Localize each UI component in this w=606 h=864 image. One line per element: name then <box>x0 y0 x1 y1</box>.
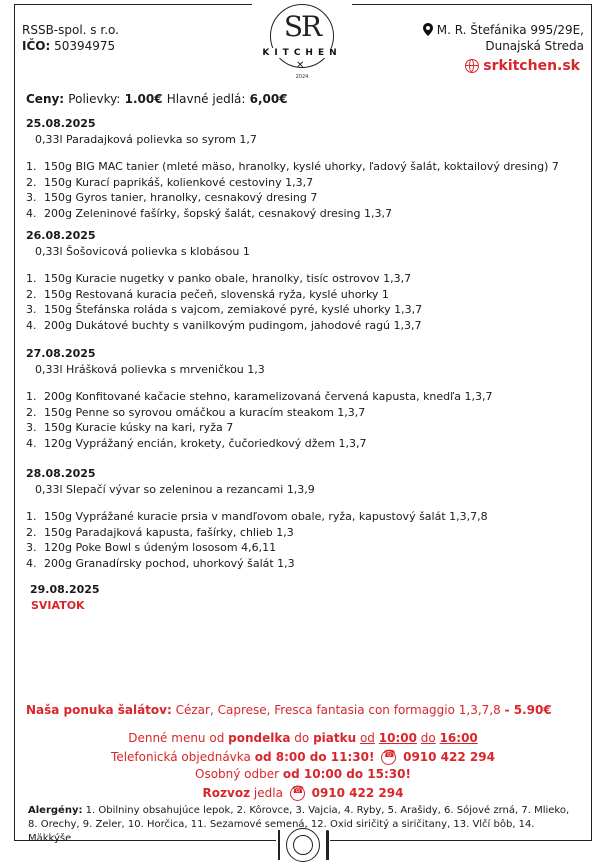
main-dish: 2. 150g Paradajková kapusta, fašírky, chlieb 1,3 <box>40 525 488 541</box>
allergens-text: 1. Obilniny obsahujúce lepok, 2. Kôrovce, 3. Vajcia, 4. Ryby, 5. Arašidy, 6. Sójové zrná, 7. Mlieko, 8. Orechy, 9. Zeler, 10. Horčica, 11. Sezamové semená, 12. Oxid siričitý a siričitany, 13. Vlčí bôb, 14. Mäkkýše <box>28 805 570 844</box>
company-ico <box>22 38 119 54</box>
day-date: 25.08.2025 <box>26 117 96 130</box>
website-link[interactable] <box>465 58 580 74</box>
main-dish: 2. 150g Penne so syrovou omáčkou a kuracím steakom 1,3,7 <box>40 405 493 421</box>
main-dish-list <box>26 509 488 571</box>
day-date: 26.08.2025 <box>26 229 96 242</box>
kitchen-logo <box>252 4 352 86</box>
phone-icon <box>290 786 305 801</box>
ico-label: IČO: <box>22 39 51 53</box>
main-price-label: Hlavné jedlá: <box>166 92 246 106</box>
main-dish: 2. 150g Restovaná kuracia pečeň, slovenská ryža, kyslé uhorky 1 <box>40 287 422 303</box>
menu-time-to: 16:00 <box>439 731 478 745</box>
main-dish: 4. 120g Vyprážaný encián, krokety, čučoriedkový džem 1,3,7 <box>40 436 493 452</box>
company-name: RSSB-spol. s r.o. <box>22 23 119 37</box>
prices-label: Ceny: <box>26 92 65 106</box>
day-menu-monday <box>26 116 559 221</box>
day-date: 27.08.2025 <box>26 347 96 360</box>
main-dish: 3. 150g Kuracie kúsky na kari, ryža 7 <box>40 420 493 436</box>
day-menu-wednesday <box>26 346 493 451</box>
delivery-phone-number[interactable]: 0910 422 294 <box>311 786 404 800</box>
company-info <box>22 22 119 54</box>
main-dish: 4. 200g Dukátové buchty s vanilkovým pudingom, jahodové ragú 1,3,7 <box>40 318 422 334</box>
main-price: 6,00€ <box>249 92 288 106</box>
location-pin-icon <box>423 23 433 36</box>
day-menu-tuesday <box>26 228 422 333</box>
day-soup: 0,33l Slepačí vývar so zeleninou a rezancami 1,3,9 <box>35 482 315 496</box>
day-soup: 0,33l Hrášková polievka s mrveničkou 1,3 <box>35 362 265 376</box>
prices-line <box>26 92 288 106</box>
address-city: Dunajská Streda <box>485 39 584 53</box>
salads-items: Cézar, Caprese, Fresca fantasia con formaggio 1,3,7,8 <box>175 703 501 717</box>
pickup-time: od 10:00 do 15:30! <box>282 767 411 781</box>
menu-day-separator: do <box>294 731 310 745</box>
fork-icon <box>278 830 280 860</box>
phone-order-label: Telefonická objednávka <box>111 750 251 764</box>
main-dish: 3. 150g Štefánska roláda s vajcom, zemiakové pyré, kyslé uhorky 1,3,7 <box>40 302 422 318</box>
soup-price-label: Polievky: <box>68 92 121 106</box>
day-menu-friday <box>26 582 100 613</box>
address-block <box>423 22 584 54</box>
phone-number[interactable]: 0910 422 294 <box>403 750 495 764</box>
phone-icon <box>381 750 396 765</box>
day-date: 28.08.2025 <box>26 467 96 480</box>
day-soup: 0,33l Paradajková polievka so syrom 1,7 <box>35 132 257 146</box>
pickup-label: Osobný odber <box>195 767 280 781</box>
main-dish: 4. 200g Granadírsky pochod, uhorkový šalát 1,3 <box>40 556 488 572</box>
main-dish: 1. 150g BIG MAC tanier (mleté mäso, hranolky, kyslé uhorky, ľadový šalát, koktailový dresing) 7 <box>40 159 559 175</box>
allergens-label: Alergény: <box>28 805 83 816</box>
main-dish: 1. 150g Vyprážané kuracie prsia v mandľovom obale, ryža, kapustový šalát 1,3,7,8 <box>40 509 488 525</box>
main-dish: 2. 150g Kurací paprikáš, kolienkové cestoviny 1,3,7 <box>40 175 559 191</box>
main-dish: 1. 150g Kuracie nugetky v panko obale, hranolky, tisíc ostrovov 1,3,7 <box>40 271 422 287</box>
salads-label: Naša ponuka šalátov: <box>26 703 172 717</box>
ico-value: 50394975 <box>54 39 116 53</box>
globe-icon <box>465 59 479 73</box>
delivery-word: jedla <box>253 786 283 800</box>
salads-price: - 5.90€ <box>504 703 552 717</box>
pickup-line <box>0 767 606 781</box>
delivery-line <box>0 786 606 801</box>
address-line-1 <box>423 22 584 38</box>
main-dish-list <box>26 389 493 451</box>
soup-price: 1.00€ <box>124 92 163 106</box>
menu-hours-prefix: Denné menu od <box>128 731 225 745</box>
delivery-label: Rozvoz <box>202 786 251 800</box>
main-dish: 4. 200g Zeleninové fašírky, šopský šalát, cesnakový dresing 1,3,7 <box>40 206 559 222</box>
cutlery-icon: ✕ <box>296 60 305 71</box>
plate-cutlery-icon <box>276 822 330 864</box>
day-menu-thursday <box>26 466 488 571</box>
menu-to-day: piatku <box>313 731 357 745</box>
address-street: M. R. Štefánika 995/29E, <box>436 23 584 37</box>
phone-order-line <box>0 750 606 765</box>
knife-icon <box>326 830 329 860</box>
frame-border-left <box>14 4 15 840</box>
main-dish: 3. 150g Gyros tanier, hranolky, cesnakový dresing 7 <box>40 190 559 206</box>
plate-inner-ring <box>293 835 313 855</box>
menu-time-separator: do <box>420 731 436 745</box>
main-dish: 1. 200g Konfitované kačacie stehno, karamelizovaná červená kapusta, knedľa 1,3,7 <box>40 389 493 405</box>
menu-from-day: pondelka <box>228 731 291 745</box>
main-dish-list <box>26 271 422 333</box>
day-soup: 0,33l Šošovicová polievka s klobásou 1 <box>35 244 250 258</box>
logo-year: 2024 <box>295 74 309 80</box>
phone-order-time: od 8:00 do 11:30! <box>254 750 375 764</box>
website-text: srkitchen.sk <box>483 58 580 74</box>
salads-offer <box>26 703 552 717</box>
logo-name: KITCHEN <box>252 48 352 58</box>
menu-time-from: 10:00 <box>378 731 417 745</box>
holiday-note: SVIATOK <box>31 598 85 612</box>
menu-hours-line <box>0 731 606 745</box>
day-date: 29.08.2025 <box>30 583 100 596</box>
main-dish: 3. 120g Poke Bowl s údeným lososom 4,6,11 <box>40 540 488 556</box>
logo-monogram: SR <box>283 10 321 43</box>
frame-border-right <box>591 4 592 840</box>
menu-time-prefix: od <box>359 731 375 745</box>
main-dish-list <box>26 159 559 221</box>
